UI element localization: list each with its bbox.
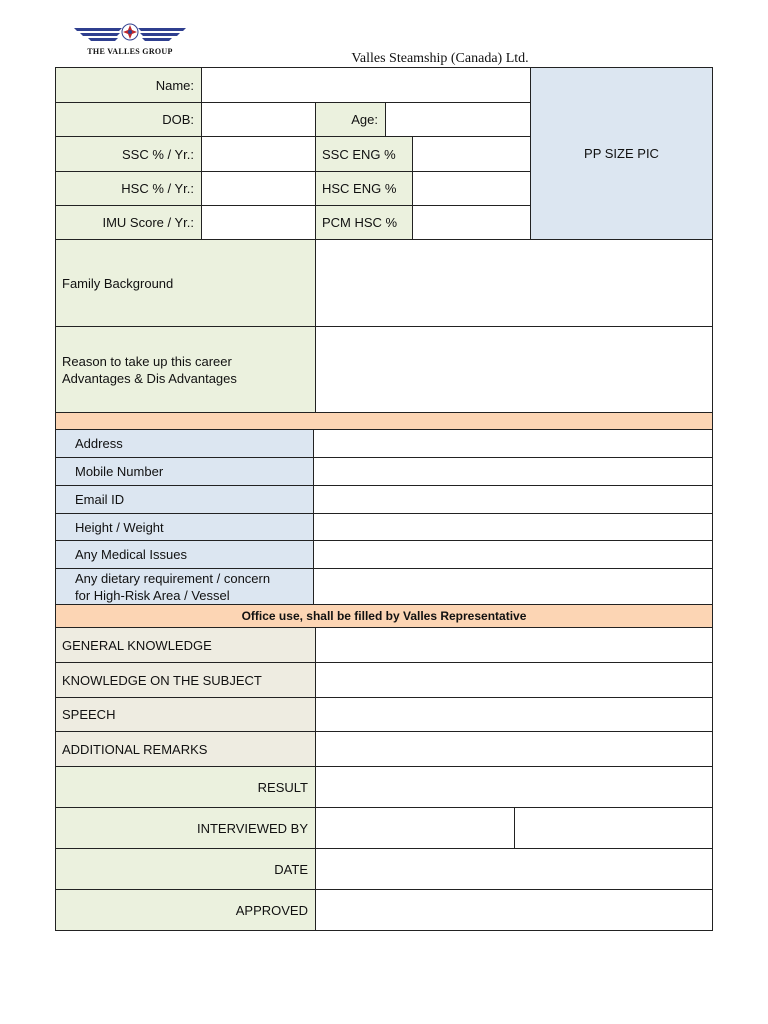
medical-field[interactable] — [313, 540, 713, 569]
date-label: DATE — [55, 848, 316, 890]
dietary-label — [55, 568, 314, 605]
mobile-field[interactable] — [313, 457, 713, 486]
height-weight-field[interactable] — [313, 513, 713, 541]
additional-remarks-field[interactable] — [315, 731, 713, 767]
imu-field[interactable] — [201, 205, 316, 240]
reason-label-line2: Advantages & Dis Advantages — [62, 370, 237, 386]
age-label: Age: — [315, 102, 386, 137]
mobile-label: Mobile Number — [55, 457, 314, 486]
general-knowledge-field[interactable] — [315, 627, 713, 663]
speech-field[interactable] — [315, 697, 713, 732]
hsc-label: HSC % / Yr.: — [55, 171, 202, 206]
dob-label: DOB: — [55, 102, 202, 137]
company-logo — [72, 20, 188, 60]
subject-knowledge-field[interactable] — [315, 662, 713, 698]
wings-emblem-icon — [72, 20, 188, 48]
reason-label-line1: Reason to take up this career — [62, 353, 232, 369]
ssc-field[interactable] — [201, 136, 316, 172]
pcm-field[interactable] — [412, 205, 531, 240]
dietary-label-line2: for High-Risk Area / Vessel — [75, 587, 230, 603]
additional-remarks-label: ADDITIONAL REMARKS — [55, 731, 316, 767]
address-label: Address — [55, 429, 314, 458]
speech-label: SPEECH — [55, 697, 316, 732]
section-divider — [55, 412, 713, 430]
general-knowledge-label: GENERAL KNOWLEDGE — [55, 627, 316, 663]
result-label: RESULT — [55, 766, 316, 808]
date-field[interactable] — [315, 848, 713, 890]
family-background-field[interactable] — [315, 239, 713, 327]
pcm-label: PCM HSC % — [315, 205, 413, 240]
name-field[interactable] — [201, 67, 531, 103]
interviewer-signature-field[interactable] — [514, 807, 713, 849]
name-label: Name: — [55, 67, 202, 103]
approved-field[interactable] — [315, 889, 713, 931]
approved-label: APPROVED — [55, 889, 316, 931]
office-use-banner: Office use, shall be filled by Valles Representative — [55, 604, 713, 628]
subject-knowledge-label: KNOWLEDGE ON THE SUBJECT — [55, 662, 316, 698]
company-name: Valles Steamship (Canada) Ltd. — [351, 51, 529, 66]
email-field[interactable] — [313, 485, 713, 514]
hsc-eng-field[interactable] — [412, 171, 531, 206]
age-field[interactable] — [385, 102, 531, 137]
ssc-label: SSC % / Yr.: — [55, 136, 202, 172]
logo-text: THE VALLES GROUP — [87, 47, 173, 56]
hsc-eng-label: HSC ENG % — [315, 171, 413, 206]
photo-box[interactable]: PP SIZE PIC — [530, 67, 713, 240]
email-label: Email ID — [55, 485, 314, 514]
reason-field[interactable] — [315, 326, 713, 413]
interviewed-by-label: INTERVIEWED BY — [55, 807, 316, 849]
medical-label: Any Medical Issues — [55, 540, 314, 569]
dob-field[interactable] — [201, 102, 316, 137]
address-field[interactable] — [313, 429, 713, 458]
hsc-field[interactable] — [201, 171, 316, 206]
ssc-eng-label: SSC ENG % — [315, 136, 413, 172]
dietary-label-line1: Any dietary requirement / concern — [75, 570, 271, 586]
family-background-label: Family Background — [55, 239, 316, 327]
height-weight-label: Height / Weight — [55, 513, 314, 541]
reason-label — [55, 326, 316, 413]
ssc-eng-field[interactable] — [412, 136, 531, 172]
interviewer-name-field[interactable] — [315, 807, 515, 849]
result-field[interactable] — [315, 766, 713, 808]
dietary-field[interactable] — [313, 568, 713, 605]
imu-label: IMU Score / Yr.: — [55, 205, 202, 240]
